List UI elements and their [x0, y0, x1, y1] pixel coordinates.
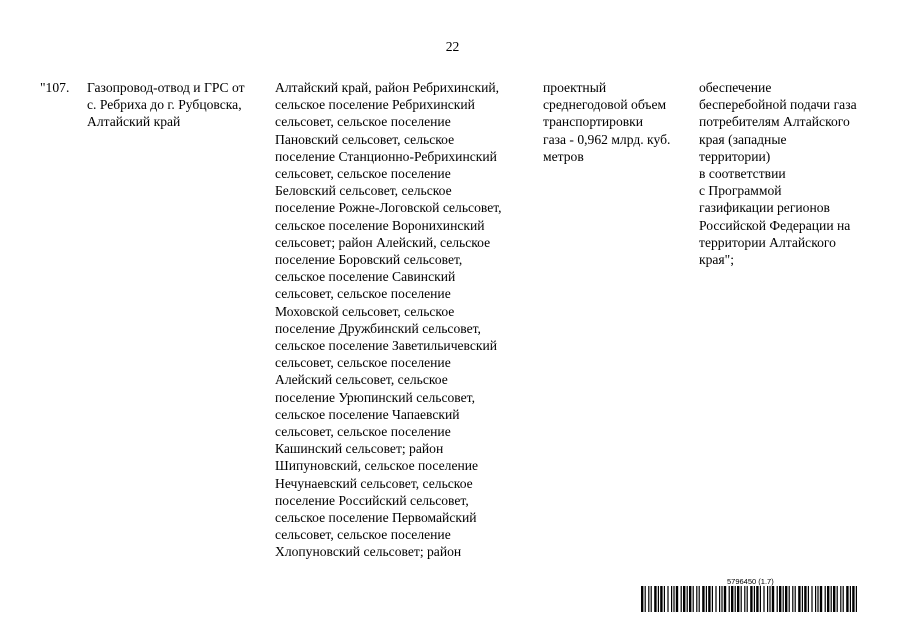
- purpose-line: края (западные: [699, 131, 787, 147]
- object-name-line: Алтайский край: [87, 114, 181, 130]
- location-line: сельсовет, сельское поселение: [275, 355, 451, 371]
- location-line: сельсовет, сельское поселение: [275, 424, 451, 440]
- location-line: Беловский сельсовет, сельское: [275, 183, 452, 199]
- capacity-line: газа - 0,962 млрд. куб.: [543, 131, 671, 147]
- purpose-line: Российской Федерации на: [699, 217, 851, 233]
- location-line: сельское поселение Первомайский: [275, 510, 477, 526]
- purpose-line: обеспечение: [699, 80, 772, 95]
- location-line: поселение Боровский сельсовет,: [275, 252, 463, 268]
- location-line: поселение Российский сельсовет,: [275, 492, 469, 508]
- page-number: 22: [445, 39, 460, 54]
- location-line: поселение Урюпинский сельсовет,: [275, 389, 475, 405]
- location-line: сельсовет, сельское поселение: [275, 286, 451, 302]
- purpose-line: края";: [699, 252, 735, 268]
- location-line: поселение Рожне-Логовской сельсовет,: [275, 200, 502, 216]
- purpose-line: в соответствии: [699, 166, 786, 182]
- location-line: Хлопуновский сельсовет; район: [275, 544, 462, 560]
- purpose-line: территории Алтайского: [699, 234, 836, 250]
- capacity-cell: [543, 79, 693, 165]
- location-line: Кашинский сельсовет; район: [275, 441, 444, 457]
- purpose-line: с Программой: [699, 183, 782, 199]
- capacity-line: метров: [543, 148, 584, 164]
- purpose-line: территории): [699, 148, 771, 164]
- location-line: сельсовет, сельское поселение: [275, 527, 451, 543]
- location-line: Шипуновский, сельское поселение: [275, 458, 479, 474]
- location-line: Алейский сельсовет, сельское: [275, 372, 448, 388]
- location-line: поселение Дружбинский сельсовет,: [275, 320, 481, 336]
- purpose-line: газификации регионов: [699, 200, 830, 216]
- barcode-icon: [641, 586, 857, 612]
- row-number: "107.: [40, 80, 70, 95]
- location-line: сельское поселение Ребрихинский: [275, 97, 475, 113]
- location-line: сельское поселение Воронихинский: [275, 217, 485, 233]
- location-line: Пановский сельсовет, сельское: [275, 131, 455, 147]
- object-name-cell: [87, 79, 272, 131]
- barcode-id: 5796450 (1.7): [727, 577, 774, 586]
- location-line: сельское поселение Чапаевский: [275, 406, 460, 422]
- location-cell: [275, 79, 537, 561]
- object-name-line: с. Ребриха до г. Рубцовска,: [87, 97, 242, 113]
- location-line: Алтайский край, район Ребрихинский,: [275, 80, 500, 95]
- capacity-line: транспортировки: [543, 114, 644, 130]
- location-line: поселение Станционно-Ребрихинский: [275, 148, 497, 164]
- location-line: сельское поселение Савинский: [275, 269, 456, 285]
- purpose-cell: [699, 79, 879, 268]
- location-line: сельсовет; район Алейский, сельское: [275, 234, 491, 250]
- purpose-line: бесперебойной подачи газа: [699, 97, 857, 113]
- object-name-line: Газопровод-отвод и ГРС от: [87, 80, 245, 95]
- capacity-line: среднегодовой объем: [543, 97, 667, 113]
- capacity-line: проектный: [543, 80, 607, 95]
- location-line: сельсовет, сельское поселение: [275, 114, 451, 130]
- location-line: сельсовет, сельское поселение: [275, 166, 451, 182]
- location-line: Моховской сельсовет, сельское: [275, 303, 455, 319]
- location-line: Нечунаевский сельсовет, сельское: [275, 475, 473, 491]
- location-line: сельское поселение Заветильичевский: [275, 338, 498, 354]
- purpose-line: потребителям Алтайского: [699, 114, 850, 130]
